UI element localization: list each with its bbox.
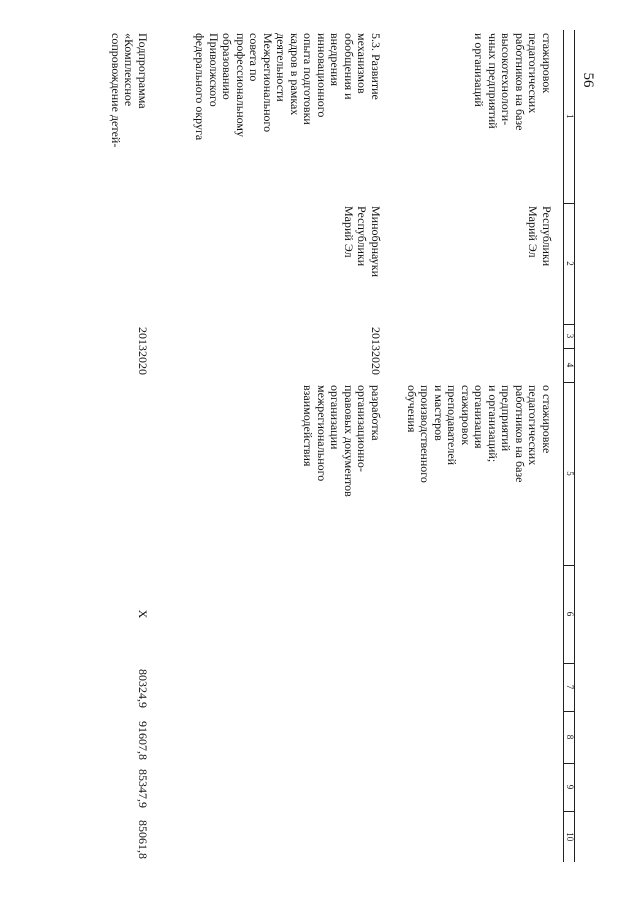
value-cell (388, 763, 564, 811)
text-line: кадров в рамках (288, 33, 302, 116)
text-line: стажировок (540, 33, 554, 94)
text-line: Марий Эл (526, 206, 541, 258)
column-number: 1 (564, 30, 575, 203)
text-line: педагогических (526, 385, 541, 466)
text-line: Республики (355, 206, 370, 267)
column-number: 7 (564, 663, 575, 711)
column-number: 4 (564, 348, 575, 382)
text-line: работников на базе (513, 33, 527, 131)
text-line: Подпрограмма (136, 33, 150, 109)
text-line: профессиональному (234, 33, 248, 137)
column-number: 10 (564, 811, 575, 862)
page-number: 56 (580, 72, 596, 88)
text-line: деятельности (274, 33, 289, 102)
value-cell (388, 811, 564, 862)
column-number: 9 (564, 763, 575, 811)
activity-name-cell (73, 30, 159, 203)
text-line: работников на базе (513, 385, 527, 483)
program-table (73, 30, 575, 862)
start-year-cell: 2013 (369, 327, 383, 351)
value-cell: Х (136, 609, 150, 619)
text-line: Марий Эл (342, 206, 356, 258)
result-cell (388, 382, 564, 565)
end-year-cell: 2020 (369, 351, 383, 375)
table-row (159, 30, 388, 862)
value-cell (388, 711, 564, 763)
text-line: межрегионального (315, 385, 329, 482)
value-cell: 85061,8 (136, 820, 150, 859)
column-number: 3 (564, 324, 575, 348)
program-table-rotated (100, 30, 575, 862)
value-cell (159, 565, 388, 663)
text-line: образованию (220, 33, 235, 100)
executor-cell (159, 203, 388, 324)
text-line: о стажировке (540, 385, 554, 454)
text-line: 5.3. Развитие (369, 33, 383, 100)
text-line: Минобрнауки (369, 206, 383, 278)
start-year-cell: 2013 (136, 327, 150, 351)
column-number: 2 (564, 203, 575, 324)
text-line: Приволжского (207, 33, 221, 107)
text-line: чных предприятий (486, 33, 500, 129)
text-line: взаимодействия (301, 385, 316, 467)
text-line: инновационного (315, 33, 329, 118)
result-cell (73, 382, 159, 565)
text-line: механизмов (355, 33, 370, 94)
text-line: организация (472, 385, 487, 449)
text-line: стажировок (459, 385, 473, 446)
value-cell (159, 711, 388, 763)
text-line: сопровождение детей- (109, 33, 123, 148)
text-line: и мастеров (432, 385, 446, 441)
activity-name-cell (388, 30, 564, 203)
text-line: высокотехнологи- (499, 33, 514, 126)
value-cell (388, 663, 564, 711)
text-line: производственного (418, 385, 433, 483)
text-line: обобщения и (342, 33, 356, 100)
value-cell: 80324,9 (136, 669, 150, 708)
text-line: предприятий (499, 385, 514, 452)
executor-cell (73, 203, 159, 324)
text-line: внедрения (328, 33, 343, 87)
value-cell: 85347,9 (136, 769, 150, 808)
column-number: 6 (564, 565, 575, 663)
value-cell (159, 763, 388, 811)
value-cell (159, 811, 388, 862)
table-row (73, 30, 159, 862)
start-year-cell (388, 324, 564, 348)
text-line: федерального округа (193, 33, 208, 141)
column-number: 8 (564, 711, 575, 763)
text-line: совета по (247, 33, 262, 82)
text-line: обучения (405, 385, 419, 433)
column-number: 5 (564, 382, 575, 565)
table-row (388, 30, 564, 862)
column-number-row (564, 30, 575, 862)
end-year-cell (388, 348, 564, 382)
text-line: педагогических (526, 33, 541, 114)
text-line: Межрегионального (261, 33, 275, 133)
text-line: и организаций (472, 33, 487, 107)
text-line: организации (328, 385, 343, 450)
text-line: «Комплексное (122, 33, 137, 107)
value-cell (388, 565, 564, 663)
text-line: правовых документов (342, 385, 356, 497)
result-cell (159, 382, 388, 565)
executor-cell (388, 203, 564, 324)
text-line: преподавателей (445, 385, 460, 466)
value-cell (159, 663, 388, 711)
activity-name-cell (159, 30, 388, 203)
text-line: разработка (369, 385, 383, 441)
text-line: и организаций; (486, 385, 500, 463)
end-year-cell: 2020 (136, 351, 150, 375)
text-line: организационно- (355, 385, 370, 472)
value-cell: 91607,8 (136, 721, 150, 760)
text-line: Республики (540, 206, 554, 267)
text-line: опыта подготовки (301, 33, 316, 125)
